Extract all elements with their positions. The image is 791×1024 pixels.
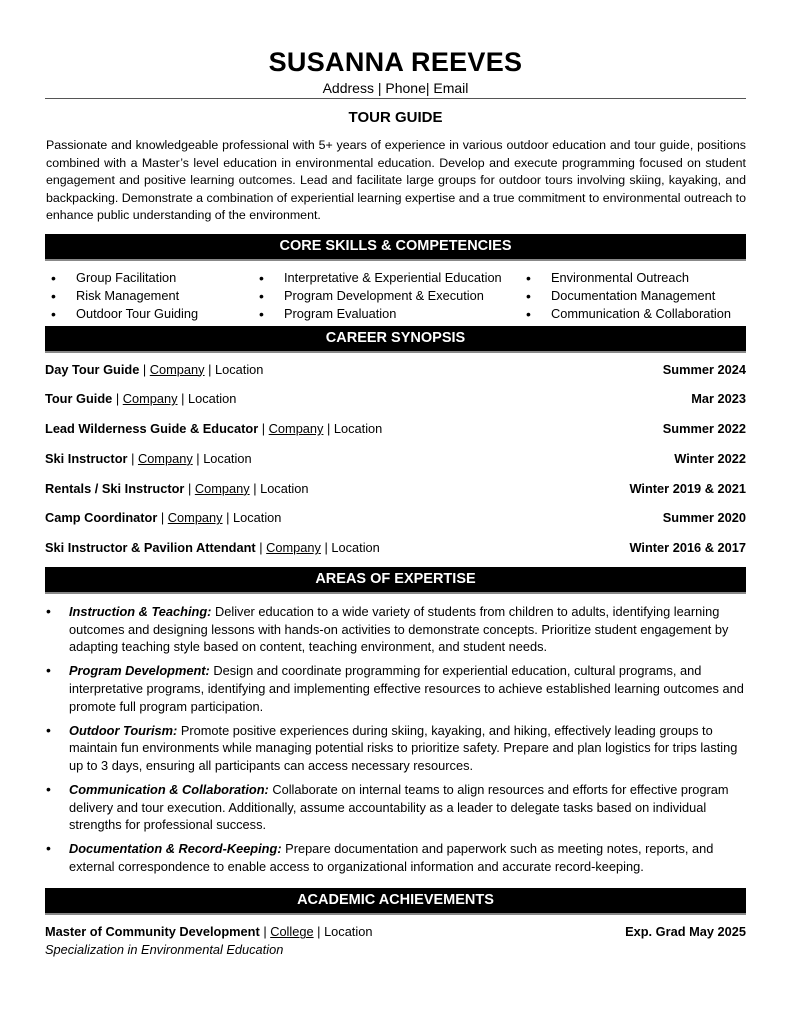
career-row [45,359,746,389]
career-entry [45,450,252,478]
expertise-item [45,840,746,875]
company-link[interactable]: Company [137,450,193,466]
expertise-item [45,603,746,656]
candidate-name: SUSANNA REEVES [268,47,523,77]
skill-item: • Interpretative & Experiential Education [253,269,520,287]
job-location: Location [215,361,264,377]
job-location: Location [260,480,309,496]
separator: | [181,391,185,407]
job-location: Location [333,421,383,437]
job-location: Location [331,540,380,556]
expertise-text: Design and coordinate programming for experiential education, cultural programs, and interpretative programs, identifying and implementing effective resources to achieve established learning outcomes and promote full program participation. [69,663,744,714]
job-location: Location [233,510,282,526]
career-entry [45,480,308,508]
career-entry [45,509,281,537]
skill-item: • Program Evaluation [253,305,520,323]
job-date: Mar 2023 [691,391,746,407]
job-date: Summer 2024 [662,361,746,377]
career-row [45,388,746,418]
job-date: Winter 2016 & 2017 [629,540,746,556]
company-link[interactable]: Company [149,361,205,377]
career-entry [45,420,382,448]
company-link[interactable]: Company [122,391,178,407]
skill-item: • Documentation Management [520,287,746,305]
skill-item: • Program Development & Execution [253,287,520,305]
section-heading-expertise: AREAS OF EXPERTISE [45,567,746,594]
skills-column-3 [520,269,746,323]
expertise-label: Instruction & Teaching: [69,604,212,620]
expertise-text: Prepare documentation and paperwork such as meeting notes, reports, and external correspondence to enable access to organizational information and accurate record-keeping. [69,841,714,874]
expertise-label: Outdoor Tourism: [69,722,178,738]
expertise-item [45,781,746,834]
expertise-label: Program Development: [69,663,210,679]
separator: | [327,421,331,437]
separator: | [196,450,200,466]
job-location: Location [203,450,252,466]
expertise-label: Documentation & Record-Keeping: [69,841,282,857]
expertise-list [45,603,746,875]
section-heading-skills: CORE SKILLS & COMPETENCIES [45,234,746,261]
job-date: Summer 2022 [662,421,746,437]
career-entry [45,390,236,418]
company-link[interactable]: Company [266,540,321,556]
career-row [45,507,746,537]
separator: | [259,540,263,556]
company-link[interactable]: Company [167,510,223,526]
career-entry [45,539,380,567]
separator: | [253,480,257,496]
expertise-item [45,662,746,715]
separator: | [142,361,147,377]
skill-item: • Group Facilitation [45,269,253,287]
header-divider [45,98,746,99]
education-location: Location [324,924,373,940]
job-role: Lead Wilderness Guide & Educator [45,421,259,437]
skills-list [45,269,746,323]
career-row [45,448,746,478]
expertise-label: Communication & Collaboration: [69,781,269,797]
expertise-text: Promote positive experiences during skiing, kayaking, and hiking, effectively leading groups to maintain fun environments while managing potential risks to prioritize safety. Prepare and plan logistics for trips lasting up to 3 days, ensuring all participants can access necessary resources. [69,722,738,773]
education-entry [45,923,746,958]
job-role: Rentals / Ski Instructor [45,480,185,496]
separator: | [324,540,328,556]
career-entry [45,361,263,389]
specialization: Specialization in Environmental Education [45,941,284,957]
separator: | [226,510,230,526]
separator: | [263,924,267,940]
job-date: Winter 2022 [674,450,746,466]
skill-item: • Environmental Outreach [520,269,746,287]
company-link[interactable]: Company [194,480,250,496]
job-role: Day Tour Guide [45,361,140,377]
job-role: Camp Coordinator [45,510,158,526]
separator: | [208,361,212,377]
contact-line: Address | Phone| Email [322,80,469,96]
section-heading-education: ACADEMIC ACHIEVEMENTS [45,888,746,915]
skills-column-2 [253,269,520,323]
skill-item: • Risk Management [45,287,253,305]
skills-column-1 [45,269,253,323]
degree-line [45,923,372,941]
expertise-text: Deliver education to a wide variety of students from children to adults, identifying learning outcomes and designing lessons with hands-on activities to demonstrate concepts. Prioritize student engagement by adapting teaching style based on content, teaching environment, and student needs. [69,604,729,655]
career-row [45,537,746,567]
resume-page [45,0,746,958]
section-heading-career: CAREER SYNOPSIS [45,326,746,353]
professional-summary: Passionate and knowledgeable professional with 5+ years of experience in various outdoor education and tour guide, positions combined with a Master’s level education in environmental education. Develop and execute programming focused on student engagement and positive learning outcomes. Lead and facilitate large groups for outdoor tours involving skiing, kayaking, and backpacking. Demonstrate a combination of experiential learning expertise and a true commitment to environmental outreach to enhance public understanding of the environment. [46,138,746,222]
job-date: Winter 2019 & 2021 [629,480,746,496]
separator: | [160,510,165,526]
education-row [45,923,746,941]
degree-name: Master of Community Development [45,924,260,940]
skill-item: • Outdoor Tour Guiding [45,305,253,323]
separator: | [261,421,266,437]
separator: | [131,450,135,466]
separator: | [317,924,321,940]
company-link[interactable]: Company [268,421,324,437]
job-date: Summer 2020 [662,510,746,526]
expertise-item [45,722,746,775]
job-location: Location [187,391,237,407]
career-row [45,478,746,508]
job-role: Ski Instructor & Pavilion Attendant [45,540,256,556]
job-role: Tour Guide [45,391,113,407]
skill-item: • Communication & Collaboration [520,305,746,323]
college-link[interactable]: College [270,924,314,940]
separator: | [115,391,120,407]
job-role: Ski Instructor [45,450,128,466]
job-title: TOUR GUIDE [348,109,443,126]
graduation-date: Exp. Grad May 2025 [625,924,746,940]
career-list [45,359,746,568]
career-row [45,418,746,448]
separator: | [187,480,192,496]
expertise-text: Collaborate on internal teams to align resources and efforts for effective program delivery and tour execution. Additionally, assume accountability as a leader to delegate tasks based on individual strengths for professional success. [69,781,729,833]
